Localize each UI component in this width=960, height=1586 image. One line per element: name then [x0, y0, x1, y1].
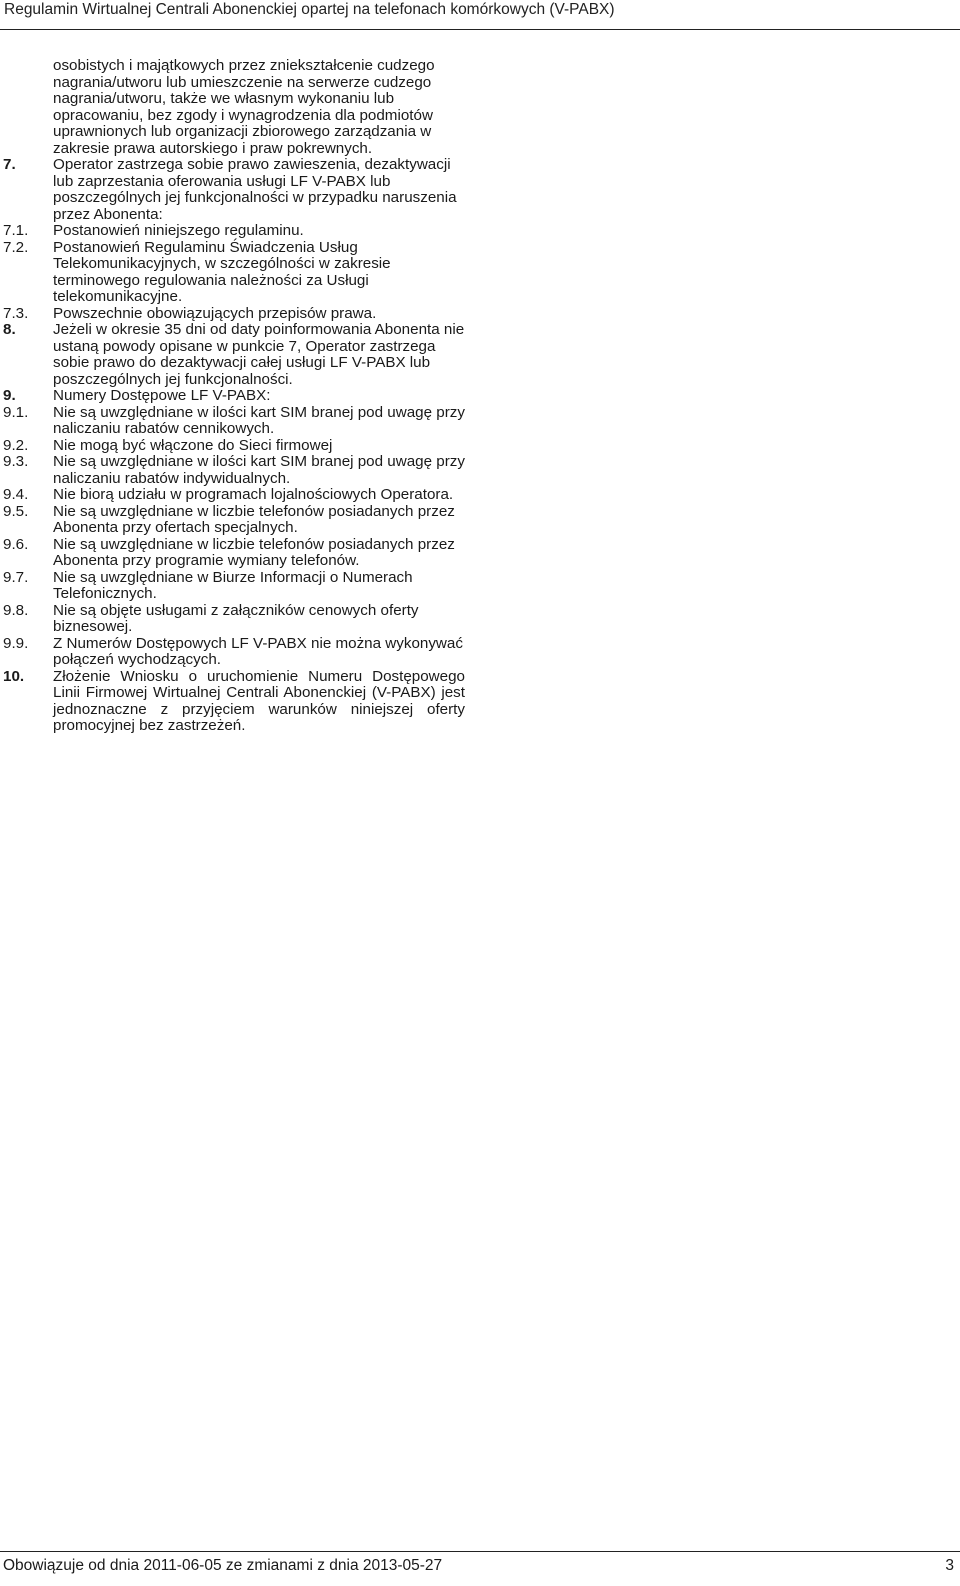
- paragraph: [0, 322, 470, 388]
- paragraph-text: Operator zastrzega sobie prawo zawieszenia, dezaktywacji lub zaprzestania oferowania usługi LF V-PABX lub poszczególnych jej funkcjonalności w przypadku naruszenia przez Abonenta:: [53, 156, 457, 223]
- paragraph: [0, 240, 470, 306]
- paragraph: [0, 438, 470, 455]
- paragraph-text: Numery Dostępowe LF V-PABX:: [53, 387, 271, 404]
- paragraph-text: Nie biorą udziału w programach lojalnościowych Operatora.: [53, 486, 454, 503]
- paragraph-number: 10.: [3, 667, 25, 685]
- paragraph-number: 9.5.: [3, 502, 29, 520]
- paragraph-text: Z Numerów Dostępowych LF V-PABX nie można wykonywać połączeń wychodzących.: [53, 634, 463, 668]
- paragraph-number: 9.8.: [3, 601, 29, 619]
- paragraph-number: 9.4.: [3, 486, 29, 503]
- paragraph-number: 9.7.: [3, 568, 29, 586]
- paragraph-text: Nie są uwzględniane w Biurze Informacji o Numerach Telefonicznych.: [53, 568, 413, 602]
- paragraph: [0, 636, 470, 669]
- paragraph-number: 9.2.: [3, 436, 29, 454]
- paragraph: [0, 388, 470, 405]
- paragraph-text: Złożenie Wniosku o uruchomienie Numeru Dostępowego Linii Firmowej Wirtualnej Centrali Abonenckiej (V-PABX) jest jednoznaczne z przyjęciem warunków niniejszej oferty promocyjnej bez zastrzeżeń.: [53, 667, 465, 734]
- paragraph-text: Postanowień niniejszego regulaminu.: [53, 222, 304, 239]
- paragraph-text: Nie są uwzględniane w liczbie telefonów posiadanych przez Abonenta przy programie wymiany telefonów.: [53, 535, 455, 569]
- paragraph-text: Postanowień Regulaminu Świadczenia Usług Telekomunikacyjnych, w szczególności w zakresie terminowego regulowania należności za Usługi telekomunikacyjne.: [53, 238, 391, 305]
- paragraph-text: Nie są uwzględniane w liczbie telefonów posiadanych przez Abonenta przy ofertach specjalnych.: [53, 502, 455, 536]
- paragraph-number: 8.: [3, 321, 16, 338]
- paragraph: [0, 306, 470, 323]
- paragraph: [0, 454, 470, 487]
- paragraph: [0, 157, 470, 223]
- paragraph-text: Nie mogą być włączone do Sieci firmowej: [53, 436, 333, 454]
- paragraph-text: osobistych i majątkowych przez zniekształcenie cudzego nagrania/utworu lub umieszczenie na serwerze cudzego nagrania/utworu, także we własnym wykonaniu lub opracowaniu, bez zgody i wynagrodzenia dla podmiotów uprawnionych lub organizacji zbiorowego zarządzania w zakresie prawa autorskiego i praw pokrewnych.: [53, 57, 435, 157]
- page-header-title: Regulamin Wirtualnej Centrali Abonenckiej opartej na telefonach komórkowych (V-PABX): [4, 1, 615, 18]
- paragraph: [0, 537, 470, 570]
- paragraph: [0, 405, 470, 438]
- paragraph: [0, 669, 470, 735]
- paragraph-number: 9.9.: [3, 634, 29, 652]
- paragraph-number: 7.2.: [3, 238, 29, 256]
- paragraph-text: Nie są uwzględniane w ilości kart SIM branej pod uwagę przy naliczaniu rabatów cennikowych.: [53, 403, 465, 437]
- header-divider: [0, 29, 960, 30]
- paragraph-text: Powszechnie obowiązujących przepisów prawa.: [53, 304, 377, 322]
- paragraph: [0, 223, 470, 240]
- footer-validity-date: Obowiązuje od dnia 2011-06-05 ze zmianami z dnia 2013-05-27: [3, 1557, 443, 1574]
- paragraph: [0, 487, 470, 504]
- paragraph: [0, 504, 470, 537]
- paragraph-number: 9.: [3, 387, 16, 404]
- paragraph-text: Nie są objęte usługami z załączników cenowych oferty biznesowej.: [53, 601, 419, 635]
- paragraph: [0, 603, 470, 636]
- paragraph-number: 7.1.: [3, 222, 29, 239]
- paragraph-text: Jeżeli w okresie 35 dni od daty poinformowania Abonenta nie ustaną powody opisane w punkcie 7, Operator zastrzega sobie prawo do dezaktywacji całej usługi LF V-PABX lub poszczególnych jej funkcjonalności.: [53, 321, 465, 388]
- paragraph-number: 7.: [3, 156, 16, 173]
- paragraph-number: 7.3.: [3, 304, 29, 322]
- paragraph-number: 9.1.: [3, 403, 29, 421]
- regulation-body: [0, 58, 470, 735]
- paragraph: [0, 570, 470, 603]
- paragraph-text: Nie są uwzględniane w ilości kart SIM branej pod uwagę przy naliczaniu rabatów indywidualnych.: [53, 453, 465, 487]
- footer-divider: [0, 1551, 960, 1552]
- paragraph-number: 9.6.: [3, 535, 29, 553]
- paragraph: [0, 58, 470, 157]
- page-number: 3: [945, 1557, 954, 1574]
- paragraph-number: 9.3.: [3, 453, 29, 470]
